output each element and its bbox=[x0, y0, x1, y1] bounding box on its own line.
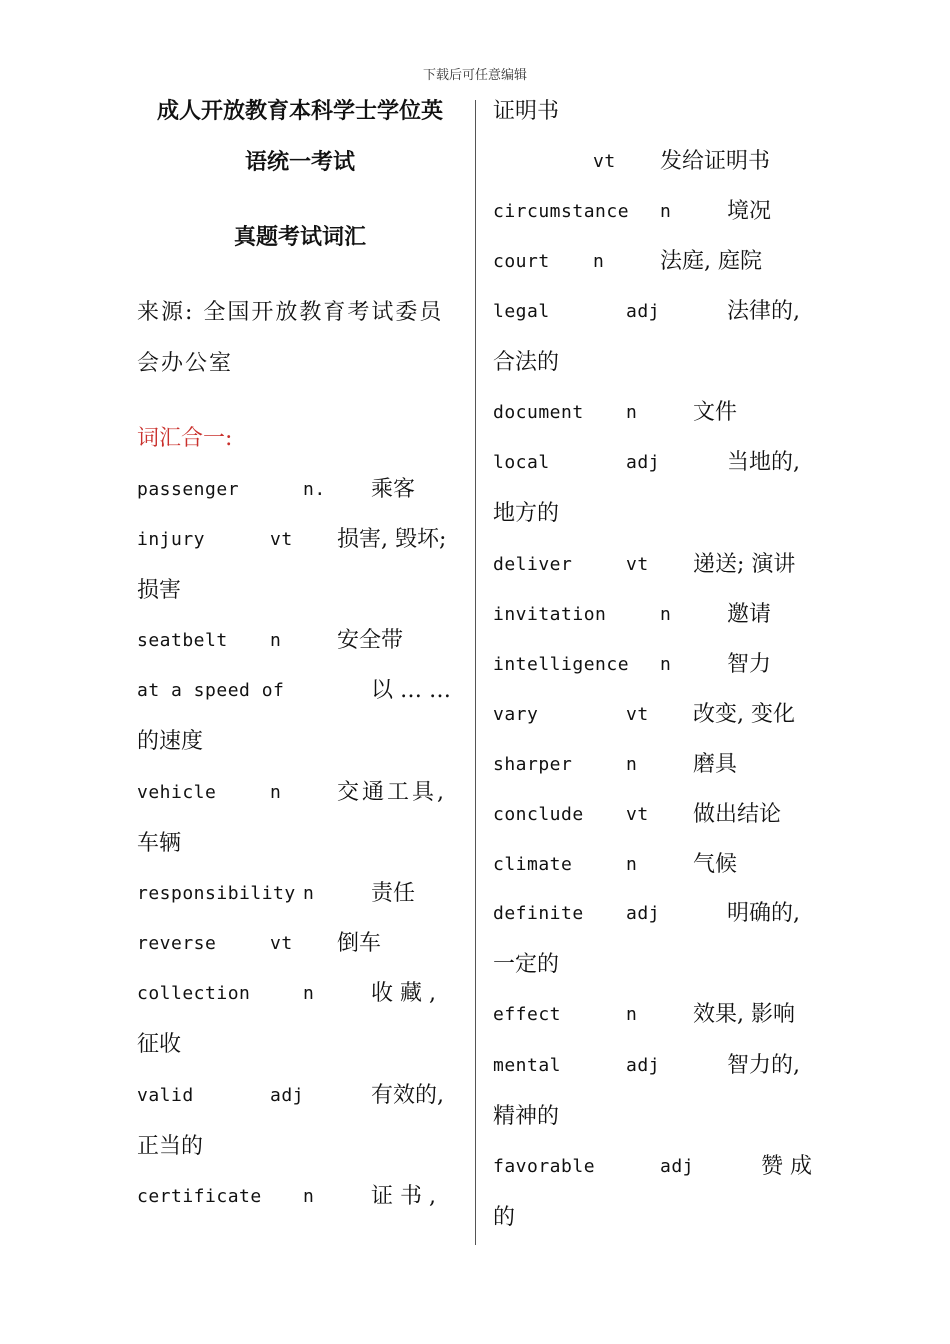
entry-pos: vt bbox=[626, 704, 649, 725]
entry-word: vehicle bbox=[137, 782, 217, 803]
page-header-note: 下载后可任意编辑 bbox=[422, 68, 527, 83]
entry-pos: adj bbox=[660, 1156, 695, 1177]
entry-meaning: 境况 bbox=[727, 199, 772, 224]
source-line-2: 会办公室 bbox=[137, 351, 234, 376]
entry-continuation: 精神的 bbox=[493, 1104, 560, 1129]
entry-meaning: 法律的, bbox=[727, 299, 800, 324]
entry-meaning: 以 … … bbox=[371, 678, 451, 703]
section-heading: 词汇合一: bbox=[137, 426, 233, 451]
entry-word: valid bbox=[137, 1085, 194, 1106]
document-title-line-2: 语统一考试 bbox=[244, 150, 355, 175]
entry-meaning: 磨具 bbox=[693, 752, 738, 777]
vocab-entry bbox=[493, 650, 828, 680]
entry-continuation: 的速度 bbox=[137, 729, 204, 754]
entry-continuation: 一定的 bbox=[493, 952, 560, 977]
entry-word: conclude bbox=[493, 804, 584, 825]
entry-meaning: 气候 bbox=[693, 852, 738, 877]
entry-continuation: 的 bbox=[493, 1205, 516, 1230]
entry-meaning: 安全带 bbox=[337, 628, 404, 653]
entry-word: legal bbox=[493, 301, 550, 322]
entry-meaning: 邀请 bbox=[727, 602, 772, 627]
entry-meaning: 智力 bbox=[727, 652, 772, 677]
entry-word: reverse bbox=[137, 933, 217, 954]
document-title-line-3: 真题考试词汇 bbox=[233, 225, 366, 250]
entry-pos: adj bbox=[626, 903, 661, 924]
entry-word: effect bbox=[493, 1004, 562, 1025]
vocab-entry bbox=[493, 700, 828, 730]
entry-word: responsibility bbox=[137, 883, 296, 904]
vocab-entry bbox=[493, 247, 828, 277]
vocab-entry bbox=[493, 850, 828, 880]
entry-meaning: 做出结论 bbox=[693, 802, 782, 827]
vocab-entry bbox=[137, 1182, 463, 1212]
column-divider bbox=[475, 100, 476, 1245]
entry-word: sharper bbox=[493, 754, 573, 775]
entry-word: injury bbox=[137, 529, 206, 550]
entry-word: document bbox=[493, 402, 584, 423]
entry-pos: vt bbox=[270, 529, 293, 550]
entry-word: at a speed of bbox=[137, 680, 285, 701]
entry-word: circumstance bbox=[493, 201, 630, 222]
entry-pos: adj bbox=[626, 1055, 661, 1076]
entry-meaning: 赞 成 bbox=[761, 1154, 812, 1179]
entry-pos: vt bbox=[626, 804, 649, 825]
entry-meaning: 改变, 变化 bbox=[693, 702, 795, 727]
entry-meaning: 文件 bbox=[693, 400, 738, 425]
vocab-entry bbox=[493, 448, 828, 478]
entry-meaning: 智力的, bbox=[727, 1053, 800, 1078]
vocab-entry bbox=[137, 626, 463, 656]
entry-pos: n bbox=[660, 604, 672, 625]
entry-word: vary bbox=[493, 704, 539, 725]
entry-word: seatbelt bbox=[137, 630, 228, 651]
entry-meaning: 倒车 bbox=[337, 931, 382, 956]
entry-pos: n bbox=[303, 883, 315, 904]
vocab-entry bbox=[493, 600, 828, 630]
entry-word: deliver bbox=[493, 554, 573, 575]
entry-meaning: 递送; 演讲 bbox=[693, 552, 796, 577]
entry-pos: n bbox=[626, 854, 638, 875]
entry-word: definite bbox=[493, 903, 584, 924]
vocab-entry bbox=[493, 398, 828, 428]
entry-pos: n bbox=[626, 754, 638, 775]
entry-meaning: 发给证明书 bbox=[660, 149, 771, 174]
entry-meaning: 当地的, bbox=[727, 450, 800, 475]
entry-pos: n bbox=[270, 782, 282, 803]
vocab-entry bbox=[493, 1051, 828, 1081]
entry-pos: adj bbox=[270, 1085, 305, 1106]
entry-pos: n bbox=[660, 654, 672, 675]
vocab-entry bbox=[493, 147, 828, 177]
entry-pos: vt bbox=[626, 554, 649, 575]
vocab-entry bbox=[493, 197, 828, 227]
entry-continuation: 正当的 bbox=[137, 1134, 204, 1159]
entry-continuation: 证明书 bbox=[493, 99, 560, 124]
vocab-entry bbox=[493, 550, 828, 580]
vocab-entry bbox=[493, 800, 828, 830]
vocab-entry bbox=[137, 475, 463, 505]
vocab-entry bbox=[493, 1152, 828, 1182]
entry-continuation: 地方的 bbox=[493, 501, 560, 526]
vocab-entry bbox=[137, 879, 463, 909]
entry-continuation: 损害 bbox=[137, 578, 182, 603]
vocab-entry bbox=[493, 1000, 828, 1030]
entry-pos: n. bbox=[303, 479, 326, 500]
entry-word: local bbox=[493, 452, 550, 473]
entry-pos: adj bbox=[626, 301, 661, 322]
entry-word: invitation bbox=[493, 604, 607, 625]
entry-word: mental bbox=[493, 1055, 562, 1076]
entry-meaning: 证 书 , bbox=[371, 1184, 436, 1209]
entry-pos: vt bbox=[270, 933, 293, 954]
vocab-entry bbox=[493, 750, 828, 780]
entry-pos: n bbox=[626, 402, 638, 423]
entry-word: certificate bbox=[137, 1186, 262, 1207]
entry-word: intelligence bbox=[493, 654, 630, 675]
entry-pos: adj bbox=[626, 452, 661, 473]
entry-meaning: 责任 bbox=[371, 881, 416, 906]
entry-pos: n bbox=[660, 201, 672, 222]
entry-pos: n bbox=[593, 251, 605, 272]
entry-meaning: 损害, 毁坏; bbox=[337, 527, 447, 552]
entry-pos: n bbox=[303, 983, 315, 1004]
entry-meaning: 效果, 影响 bbox=[693, 1002, 795, 1027]
entry-pos: n bbox=[626, 1004, 638, 1025]
entry-pos: n bbox=[270, 630, 282, 651]
entry-pos: vt bbox=[593, 151, 616, 172]
entry-meaning: 明确的, bbox=[727, 901, 800, 926]
vocab-entry bbox=[137, 929, 463, 959]
entry-meaning: 乘客 bbox=[371, 477, 416, 502]
entry-pos: n bbox=[303, 1186, 315, 1207]
entry-word: collection bbox=[137, 983, 251, 1004]
source-line-1: 来源: 全国开放教育考试委员 bbox=[137, 300, 444, 325]
entry-word: passenger bbox=[137, 479, 240, 500]
entry-meaning: 收 藏 , bbox=[371, 981, 436, 1006]
entry-continuation: 车辆 bbox=[137, 831, 182, 856]
entry-meaning: 交通工具, bbox=[337, 780, 447, 805]
vocab-entry bbox=[137, 979, 463, 1009]
entry-word: court bbox=[493, 251, 550, 272]
vocab-entry bbox=[493, 297, 828, 327]
entry-meaning: 法庭, 庭院 bbox=[660, 249, 762, 274]
entry-word: climate bbox=[493, 854, 573, 875]
vocab-entry bbox=[137, 778, 463, 808]
entry-continuation: 合法的 bbox=[493, 350, 560, 375]
entry-meaning: 有效的, bbox=[371, 1083, 444, 1108]
vocab-entry bbox=[137, 525, 463, 555]
vocab-entry bbox=[137, 1081, 463, 1111]
entry-continuation: 征收 bbox=[137, 1032, 182, 1057]
vocab-entry bbox=[493, 899, 828, 929]
entry-word: favorable bbox=[493, 1156, 596, 1177]
vocab-entry bbox=[137, 676, 463, 706]
document-title-line-1: 成人开放教育本科学士学位英 bbox=[156, 99, 443, 124]
